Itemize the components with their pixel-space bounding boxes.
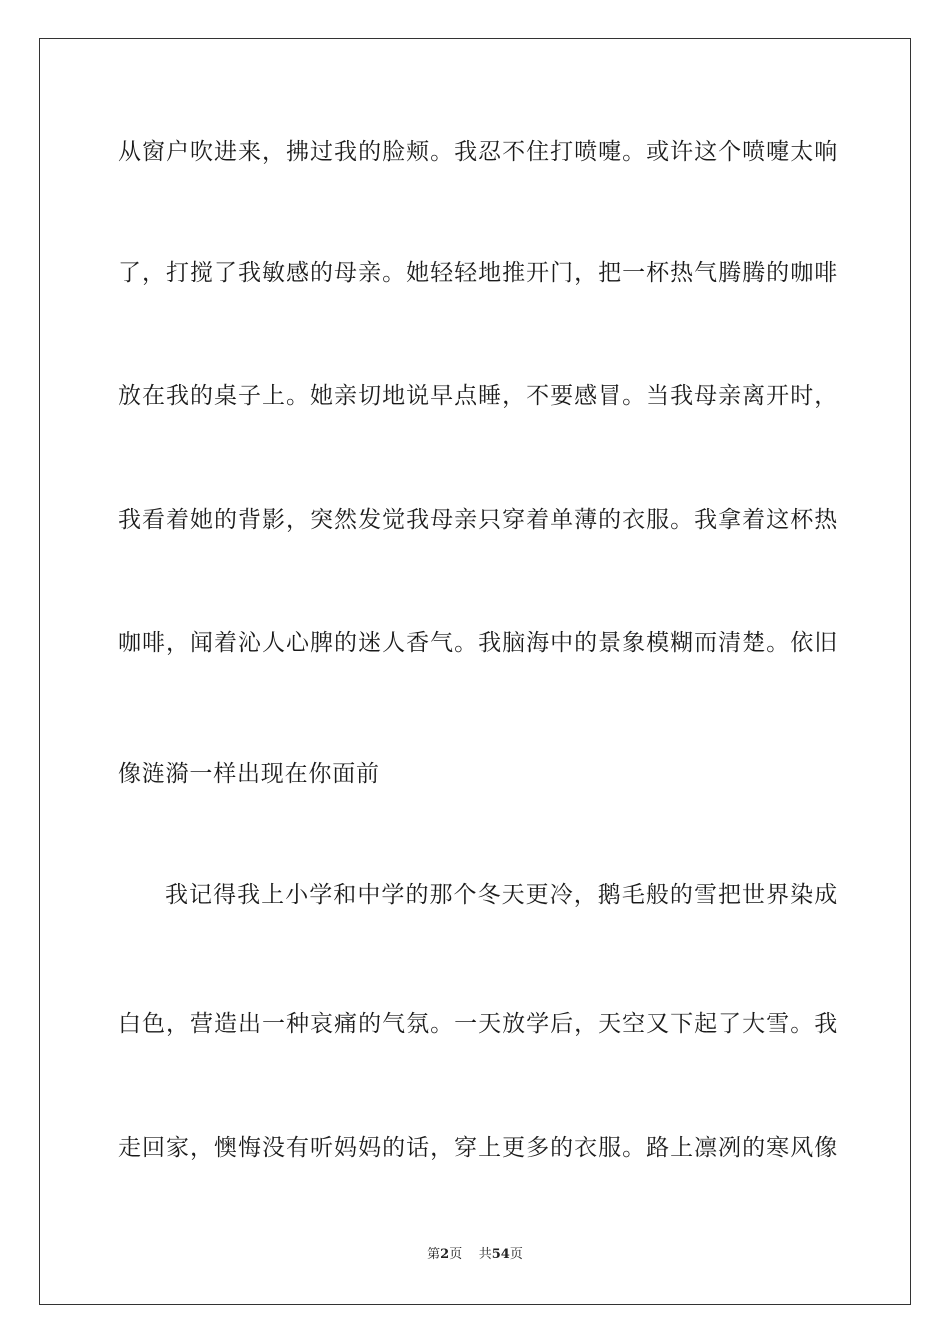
text-line-5: 咖啡，闻着沁人心脾的迷人香气。我脑海中的景象模糊而清楚。依旧 [118,630,838,656]
text-line-2: 了，打搅了我敏感的母亲。她轻轻地推开门，把一杯热气腾腾的咖啡 [118,260,838,286]
text-line-6: 像涟漪一样出现在你面前 [118,761,380,787]
page-prefix: 第 [427,1247,441,1262]
text-line-3: 放在我的桌子上。她亲切地说早点睡，不要感冒。当我母亲离开时， [118,383,838,409]
text-line-9: 走回家，懊悔没有听妈妈的话，穿上更多的衣服。路上凛冽的寒风像 [118,1135,838,1161]
text-line-8: 白色，营造出一种哀痛的气氛。一天放学后，天空又下起了大雪。我 [118,1011,838,1037]
text-line-1: 从窗户吹进来，拂过我的脸颊。我忍不住打喷嚏。或许这个喷嚏太响 [118,139,838,165]
paragraph-start-line: 我记得我上小学和中学的那个冬天更冷，鹅毛般的雪把世界染成 [165,882,838,908]
page-number: 2 [440,1247,450,1262]
page-footer [0,1246,950,1264]
page-suffix: 页 [449,1247,463,1262]
total-pages: 54 [491,1247,510,1262]
page-border [39,38,911,1305]
total-prefix: 共 [478,1247,492,1262]
total-suffix: 页 [509,1247,523,1262]
text-line-4: 我看着她的背影，突然发觉我母亲只穿着单薄的衣服。我拿着这杯热 [118,507,838,533]
